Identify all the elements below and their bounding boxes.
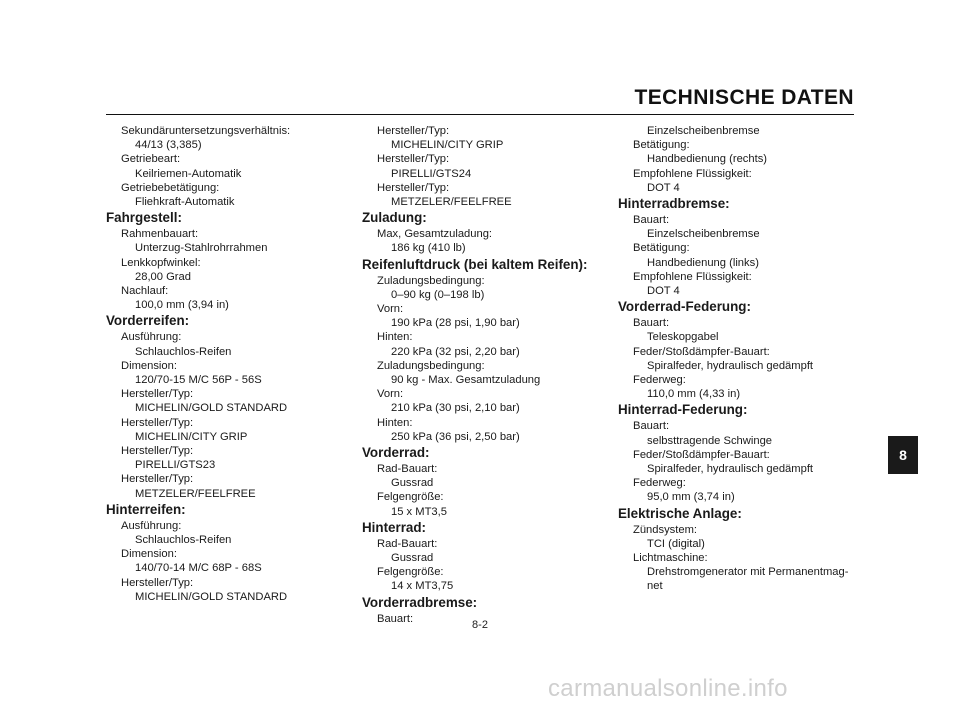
spec-label: Hersteller/Typ: — [121, 473, 194, 486]
spec-column-2 — [362, 124, 598, 626]
spec-value: 44/13 (3,385) — [135, 139, 202, 152]
spec-value: Einzelscheibenbremse — [647, 125, 760, 137]
section-heading: Elektrische Anlage: — [618, 505, 742, 521]
spec-label: Bauart: — [633, 420, 670, 433]
spec-label: Vorn: — [377, 303, 404, 316]
spec-label: Hersteller/Typ: — [121, 416, 194, 429]
spec-label: Hersteller/Typ: — [377, 125, 450, 137]
spec-value: METZELER/FEELFREE — [135, 487, 256, 500]
spec-value: Spiralfeder, hydraulisch gedämpft — [647, 463, 814, 476]
spec-label: Ausführung: — [121, 331, 182, 344]
spec-label: Felgengröße: — [377, 491, 444, 504]
spec-label: Hersteller/Typ: — [377, 181, 450, 194]
spec-value: Schlauchlos-Reifen — [135, 534, 232, 547]
spec-value: MICHELIN/GOLD STANDARD — [135, 590, 288, 603]
spec-value: Handbedienung (rechts) — [647, 153, 768, 166]
spec-label: Dimension: — [121, 548, 177, 561]
spec-label: Hersteller/Typ: — [377, 153, 450, 166]
spec-value: 210 kPa (30 psi, 2,10 bar) — [391, 402, 520, 415]
spec-label: Hersteller/Typ: — [121, 576, 194, 589]
spec-label: Zündsystem: — [633, 523, 698, 536]
spec-value: 120/70-15 M/C 56P - 56S — [135, 374, 262, 387]
spec-label: Nachlauf: — [121, 285, 169, 298]
section-heading: Hinterrad: — [362, 519, 426, 535]
spec-value: Fliehkraft-Automatik — [135, 196, 235, 209]
spec-label: Empfohlene Flüssigkeit: — [633, 167, 752, 180]
section-heading: Vorderrad: — [362, 445, 430, 461]
spec-value: 140/70-14 M/C 68P - 68S — [135, 562, 262, 575]
spec-value: selbsttragende Schwinge — [647, 434, 773, 447]
spec-column-3 — [618, 124, 854, 594]
spec-value: TCI (digital) — [647, 537, 705, 550]
spec-value: Teleskopgabel — [647, 331, 719, 344]
section-heading: Vorderradbremse: — [362, 594, 478, 610]
spec-value: Schlauchlos-Reifen — [135, 345, 232, 358]
spec-label: Hinten: — [377, 416, 413, 429]
spec-value: PIRELLI/GTS23 — [135, 459, 216, 472]
spec-label: Federweg: — [633, 374, 686, 387]
spec-label: Ausführung: — [121, 519, 182, 532]
spec-value: Gussrad — [391, 552, 434, 565]
spec-label: Max, Gesamtzuladung: — [377, 228, 493, 241]
spec-label: Federweg: — [633, 477, 686, 490]
spec-label: Bauart: — [633, 317, 670, 330]
spec-value: 0–90 kg (0–198 lb) — [391, 288, 485, 301]
spec-label: Bauart: — [377, 612, 414, 625]
title-divider — [106, 114, 854, 115]
spec-value: MICHELIN/CITY GRIP — [135, 430, 248, 443]
spec-label: Dimension: — [121, 359, 177, 372]
spec-label: Betätigung: — [633, 139, 690, 152]
spec-label: Bauart: — [633, 214, 670, 227]
spec-value: Drehstromgenerator mit Permanentmag- — [647, 566, 849, 579]
spec-label: Hersteller/Typ: — [121, 445, 194, 458]
spec-label: Vorn: — [377, 388, 404, 401]
section-heading: Hinterrad-Federung: — [618, 402, 748, 418]
spec-value: net — [647, 580, 663, 593]
spec-label: Getriebeart: — [121, 153, 181, 166]
chapter-tab: 8 — [888, 436, 918, 474]
spec-value: MICHELIN/GOLD STANDARD — [135, 402, 288, 415]
spec-value: 90 kg - Max. Gesamtzuladung — [391, 374, 541, 387]
spec-value: 28,00 Grad — [135, 270, 191, 283]
spec-label: Rad-Bauart: — [377, 537, 438, 550]
spec-label: Lichtmaschine: — [633, 552, 708, 565]
spec-value: 14 x MT3,75 — [391, 580, 454, 593]
section-heading: Vorderrad-Federung: — [618, 299, 751, 315]
spec-column-1 — [106, 124, 342, 604]
spec-label: Hinten: — [377, 331, 413, 344]
spec-label: Feder/Stoßdämpfer-Bauart: — [633, 345, 770, 358]
spec-value: Handbedienung (links) — [647, 256, 759, 269]
spec-label: Betätigung: — [633, 242, 690, 255]
spec-value: MICHELIN/CITY GRIP — [391, 139, 504, 152]
spec-label: Empfohlene Flüssigkeit: — [633, 270, 752, 283]
spec-label: Zuladungsbedingung: — [377, 359, 485, 372]
spec-value: 190 kPa (28 psi, 1,90 bar) — [391, 317, 520, 330]
section-heading: Hinterreifen: — [106, 501, 186, 517]
spec-value: 250 kPa (36 psi, 2,50 bar) — [391, 430, 520, 443]
page-title: TECHNISCHE DATEN — [634, 86, 854, 109]
spec-value: 95,0 mm (3,74 in) — [647, 491, 735, 504]
spec-label: Sekundäruntersetzungsverhältnis: — [121, 125, 291, 137]
spec-value: 100,0 mm (3,94 in) — [135, 299, 229, 312]
spec-label: Rahmenbauart: — [121, 228, 199, 241]
spec-value: 220 kPa (32 psi, 2,20 bar) — [391, 345, 520, 358]
spec-label: Hersteller/Typ: — [121, 388, 194, 401]
spec-label: Rad-Bauart: — [377, 463, 438, 476]
spec-label: Getriebebetätigung: — [121, 181, 220, 194]
spec-label: Feder/Stoßdämpfer-Bauart: — [633, 448, 770, 461]
spec-value: DOT 4 — [647, 285, 680, 298]
spec-value: Unterzug-Stahlrohrrahmen — [135, 242, 268, 255]
spec-value: Spiralfeder, hydraulisch gedämpft — [647, 359, 814, 372]
section-heading: Vorderreifen: — [106, 313, 190, 329]
spec-value: DOT 4 — [647, 181, 680, 194]
section-heading: Fahrgestell: — [106, 210, 182, 226]
spec-value: METZELER/FEELFREE — [391, 196, 512, 209]
watermark: carmanualsonline.info — [548, 675, 788, 702]
spec-label: Felgengröße: — [377, 566, 444, 579]
spec-label: Zuladungsbedingung: — [377, 274, 485, 287]
spec-value: 186 kg (410 lb) — [391, 242, 466, 255]
page-number: 8-2 — [472, 619, 488, 631]
spec-value: Einzelscheibenbremse — [647, 228, 760, 241]
section-heading: Zuladung: — [362, 210, 427, 226]
section-heading: Hinterradbremse: — [618, 196, 730, 212]
spec-value: Gussrad — [391, 477, 434, 490]
spec-value: 110,0 mm (4,33 in) — [647, 388, 741, 401]
spec-value: PIRELLI/GTS24 — [391, 167, 472, 180]
section-heading: Reifenluftdruck (bei kaltem Reifen): — [362, 256, 588, 272]
spec-value: 15 x MT3,5 — [391, 505, 447, 518]
spec-value: Keilriemen-Automatik — [135, 167, 242, 180]
spec-label: Lenkkopfwinkel: — [121, 256, 201, 269]
